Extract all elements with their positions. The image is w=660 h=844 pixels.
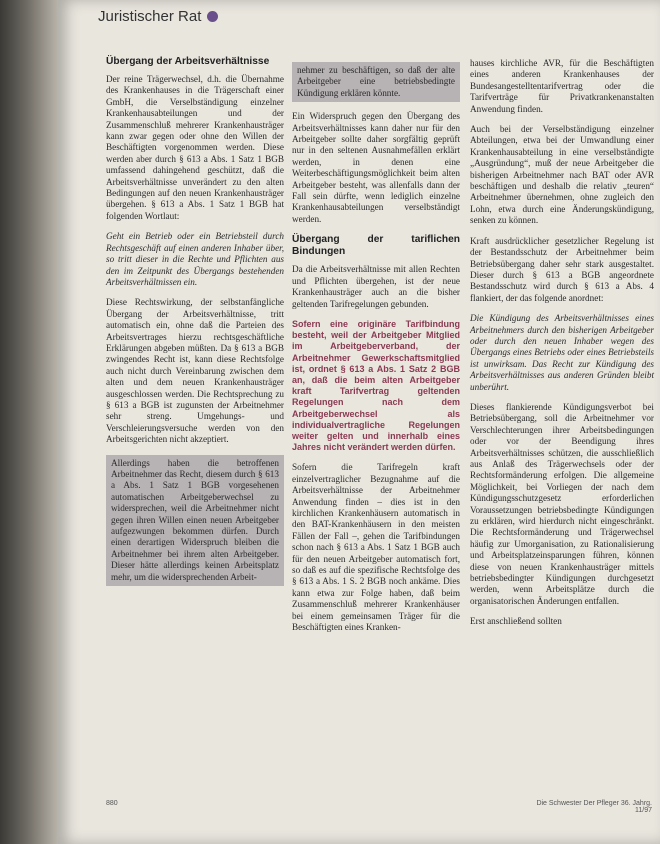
paragraph: Da die Arbeitsverhältnisse mit allen Rechten und Pflichten übergehen, ist der neue Krankenhausträger auch an die bisher geltenden Tarifregelungen gebunden. (292, 264, 460, 309)
paragraph: Kraft ausdrücklicher gesetzlicher Regelung ist der Bestandsschutz der Arbeitnehmer beim Betriebsübergang daher sehr stark ausgestaltet. Dieser durch § 613 a BGB angeordnete Bestandsschutz wird durch § 613 a Abs. 4 flankiert, der das folgende anordnet: (470, 235, 654, 303)
law-quote: Die Kündigung des Arbeitsverhältnisses eines Arbeitnehmers durch den bisherigen Arbeitgeber oder durch den neuen Inhaber wegen des Übergangs eines Betriebs oder eines Betriebsteils ist unwirksam. Das Recht zur Kündigung des Arbeitsverhältnisses aus anderen Gründen bleibt unberührt. (470, 313, 654, 392)
book-gutter (0, 0, 58, 844)
column-right (470, 58, 654, 637)
section-title: Juristischer Rat (98, 8, 202, 25)
highlight-box: Allerdings haben die betroffenen Arbeitnehmer das Recht, diesem durch § 613 a Abs. 1 Satz 1 BGB vorgesehenen automatischen Arbeitgeberwechsel zu widersprechen, weil die Arbeitnehmer nicht gegen ihren Willen einen neuen Arbeitgeber aufgezwungen bekommen dürfen. Durch einen derartigen Widerspruch bleiben die Arbeitnehmer bei ihrem alten Arbeitgeber. Dieser hätte allerdings keinen Arbeitsplatz mehr, um die widersprechenden Arbeit- (106, 455, 284, 586)
paragraph: Sofern die Tarifregeln kraft einzelvertraglicher Bezugnahme auf die Arbeitsverhältnisse der Arbeitnehmer Anwendung finden – dies ist in den kirchlichen Krankenhäusern automatisch in den BAT-Krankenhäusern in den meisten Fällen der Fall –, gehen die Tarifbindungen schon nach § 613 a Abs. 1 Satz 1 BGB auch für den neuen Arbeitgeber automatisch fort, so daß es auf die spezifische Rechtsfolge des § 613 a Abs. 1 S. 2 BGB noch ankäme. Dies kann etwa zur Folge haben, daß beim Zusammenschluß mehrerer Krankenhäuser bei einem gemeinsamen Träger für die Beschäftigten eines Kranken- (292, 462, 460, 633)
page-number: 880 (106, 800, 118, 807)
column-middle (292, 62, 460, 642)
section-header (98, 8, 218, 25)
magazine-page (58, 0, 660, 844)
emphasis-paragraph: Sofern eine originäre Tarifbindung besteht, weil der Arbeitgeber Mitglied im Arbeitgeberverband, der Arbeitnehmer Gewerkschaftsmitglied ist, ordnet § 613 a Abs. 1 Satz 2 BGB an, daß die beim alten Arbeitgeber kraft Tarifvertrag geltenden Regelungen nach dem Arbeitgeberwechsel als individualvertragliche Regelungen weiter gelten und innerhalb eines Jahres nicht verändert werden dürfen. (292, 318, 460, 453)
highlight-box-continued: nehmer zu beschäftigen, so daß der alte Arbeitgeber eine betriebsbedingte Kündigung erklären könnte. (292, 62, 460, 102)
paragraph: Dieses flankierende Kündigungsverbot bei Betriebsübergang, soll die Arbeitnehmer vor Verschlechterungen ihrer Arbeitsbedingungen oder vor der Beendigung ihres Arbeitsverhältnisses schützen, die ausschließlich aus Anlaß des Trägerwechsels oder der Rechtsformänderung erfolgen. Die allgemeine Möglichkeit, bei Vorliegen der nach dem Kündigungsschutzgesetz erforderlichen Voraussetzungen betriebsbedingte Kündigungen zu erklären, wird hierdurch nicht eingeschränkt. Die Rechtsformänderung und Trägerwechsel häufig zur Umorganisation, zu Rationalisierung und Arbeitsplatzeinsparungen führen, können diese von neuen Krankenhausträger mittels betriebsbedingter Kündigungen durchgesetzt werden, wenn Arbeitsplätze durch die organisatorischen Änderungen entfallen. (470, 401, 654, 606)
paragraph: Erst anschließend sollten (470, 616, 562, 627)
paragraph: Diese Rechtswirkung, der selbstanfängliche Übergang der Arbeitsverhältnisse, tritt automatisch ein, ohne daß die Parteien des Arbeitsvertrages hierzu rechtsgeschäftliche Erklärungen abgeben müßten. Da § 613 a BGB zwingendes Recht ist, kann diese Rechtsfolge auch nicht durch Vereinbarung zwischen dem alten und dem neuen Krankenhausträger ausgeschlossen werden. Die Rechtsprechung zu § 613 a BGB ist zugunsten der Arbeitnehmer sehr streng. Umgehungs- und Verschleierungsversuche werden von den Arbeitsgerichten nicht akzeptiert. (106, 297, 284, 445)
law-quote: Geht ein Betrieb oder ein Betriebsteil durch Rechtsgeschäft auf einen anderen Inhaber über, so tritt dieser in die Rechte und Pflichten aus den im Zeitpunkt des Übergangs bestehenden Arbeitsverhältnissen ein. (106, 231, 284, 287)
source-line: Die Schwester Der Pfleger 36. Jahrg. 11/97 (536, 800, 652, 814)
paragraph: Auch bei der Verselbständigung einzelner Abteilungen, etwa bei der Umwandlung einer Krankenhausabteilung in eine verselbständigte „Ausgründung“, muß der neue Arbeitgeber die bisherigen Arbeitnehmer nach BAT oder AVR beschäftigen und deshalb die relativ „teuren“ Arbeitnehmer übernehmen, ohne zugleich den Lohn, etwa durch eine Änderungskündigung, senken zu können. (470, 124, 654, 226)
purple-dot-icon (207, 11, 218, 22)
paragraph: Ein Widerspruch gegen den Übergang des Arbeitsverhältnisses kann daher nur für den Arbeitgeber sollte daher sorgfältig geprüft nur in den seltenen Ausnahmefällen erklärt werden, in denen eine Weiterbeschäftigungsmöglichkeit beim alten Arbeitgeber besteht, was allenfalls dann der Fall sein dürfte, wenn lediglich einzelne Krankenhausabteilungen verselbständigt werden. (292, 111, 460, 224)
paragraph: Der reine Trägerwechsel, d.h. die Übernahme des Krankenhauses in die Trägerschaft einer GmbH, die Verselbständigung einzelner Krankenhausabteilungen und der Zusammenschluß mehrerer Krankenhausträger kann zwar gegen oder ohne den Willen der Beschäftigten vorgenommen werden. Diese werden aber durch § 613 a Abs. 1 Satz 1 BGB umfassend dahingehend geschützt, daß die Arbeitsverhältnisse unverändert zu den alten Bedingungen auf den neuen Krankenhausträger übergehen. § 613 a Abs. 1 Satz 1 BGB hat folgenden Wortlaut: (106, 74, 284, 221)
paragraph: hauses kirchliche AVR, für die Beschäftigten eines anderen Krankenhauses der Bundesangestelltentarifvertrag oder die Tarifverträge für Privatkrankenanstalten Anwendung finden. (470, 58, 654, 114)
heading-tarifliche-bindungen: Übergang der tariflichen Bindungen (292, 234, 460, 258)
heading-arbeitsverhaeltnisse: Übergang der Arbeitsverhältnisse (106, 56, 270, 67)
column-left (106, 56, 284, 595)
